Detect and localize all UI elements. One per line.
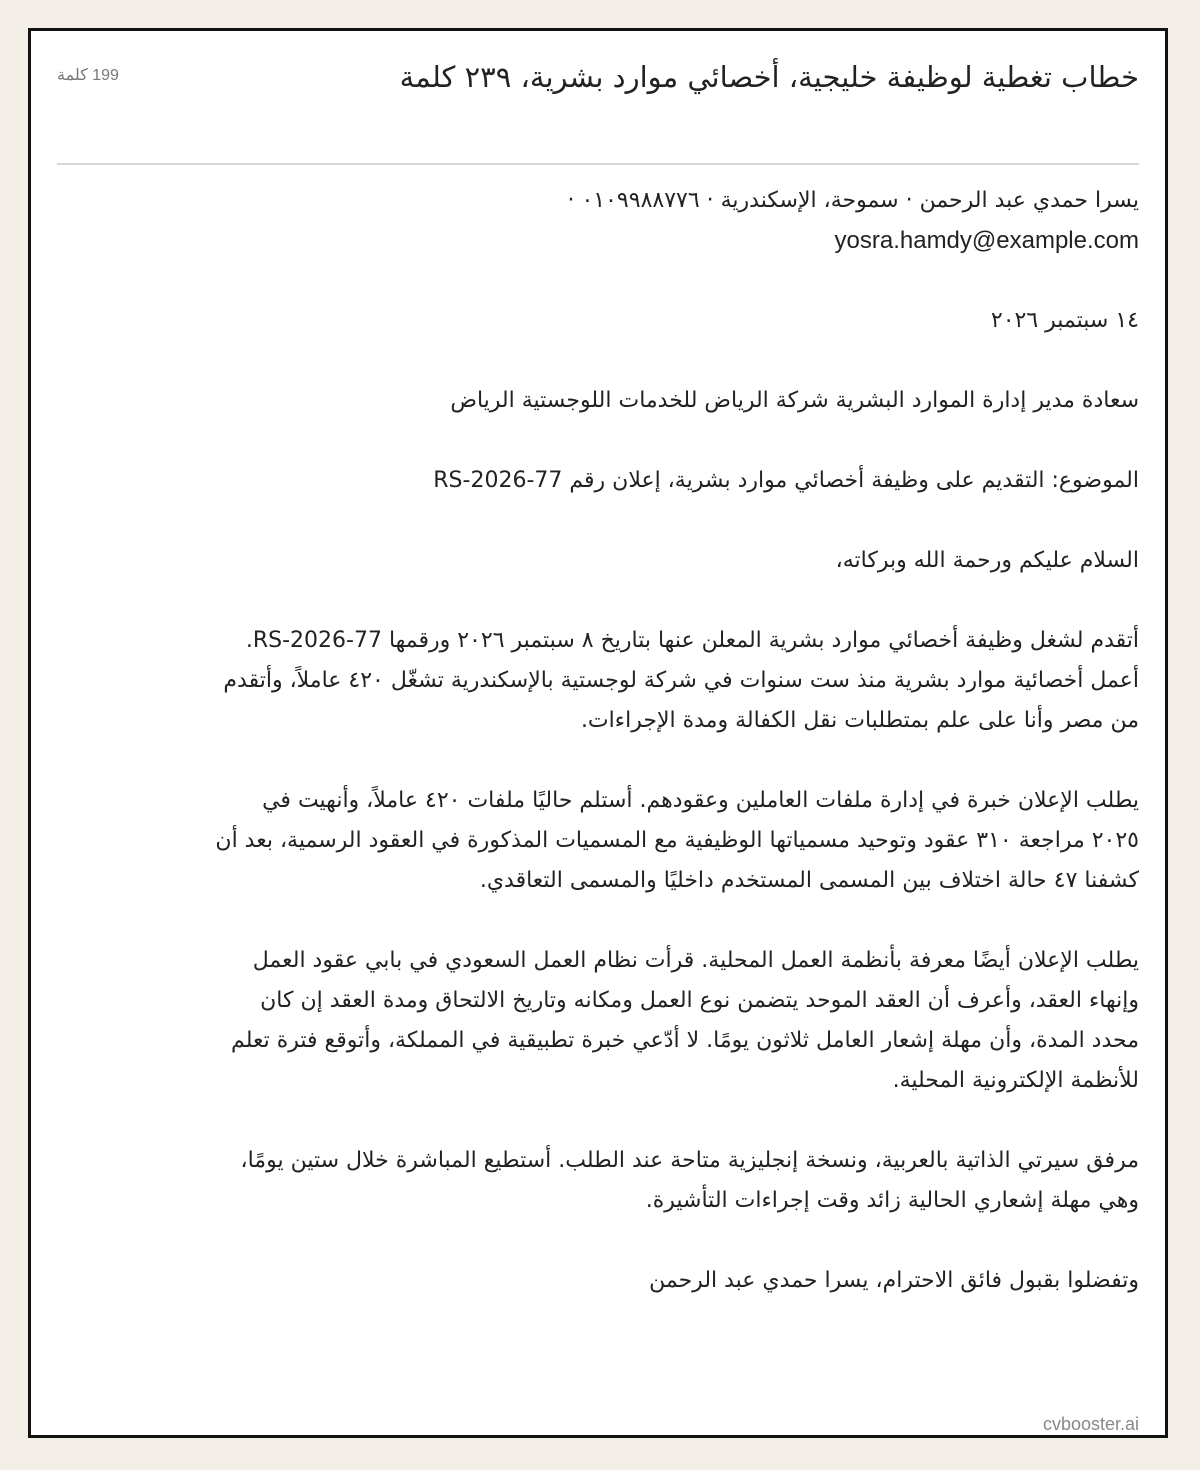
contact-line: يسرا حمدي عبد الرحمن · سموحة، الإسكندرية · ٠١٠٩٩٨٨٧٧٦ · [567,188,1139,213]
paragraph-contracts: يطلب الإعلان خبرة في إدارة ملفات العاملين وعقودهم. أستلم حاليًا ملفات ٤٢٠ عاملاً، وأنهيت في ٢٠٢٥ مراجعة ٣١٠ عقود وتوحيد مسمياتها الوظيفية مع المسميات المذكورة في العقود الرسمية، بعد أن كشفنا ٤٧ حالة اختلاف بين المسمى المستخدم داخليًا والمسمى التعاقدي. [215,788,1139,893]
greeting-line: السلام عليكم ورحمة الله وبركاته، [835,548,1139,573]
paragraph-availability: مرفق سيرتي الذاتية بالعربية، ونسخة إنجليزية متاحة عند الطلب. أستطيع المباشرة خلال ستين يومًا، وهي مهلة إشعاري الحالية زائد وقت إجراءات التأشيرة. [240,1148,1139,1213]
paragraph-regulations: يطلب الإعلان أيضًا معرفة بأنظمة العمل المحلية. قرأت نظام العمل السعودي في بابي عقود العمل وإنهاء العقد، وأعرف أن العقد الموحد يتضمن نوع العمل ومكانه وتاريخ الالتحاق ومدة العقد إن كان محدد المدة، وأن مهلة إشعار العامل ثلاثون يومًا. لا أدّعي خبرة تطبيقية في المملكة، وأتوقع فترة تعلم للأنظمة الإلكترونية المحلية. [231,948,1139,1093]
word-count-badge: 199 كلمة [57,67,119,84]
paragraph-experience: أتقدم لشغل وظيفة أخصائي موارد بشرية المعلن عنها بتاريخ ٨ سبتمبر ٢٠٢٦ ورقمها RS-2026-77. أعمل أخصائية موارد بشرية منذ ست سنوات في شركة لوجستية بالإسكندرية تشغّل ٤٢٠ عاملاً، وأتقدم من مصر وأنا على علم بمتطلبات نقل الكفالة ومدة الإجراءات. [223,628,1139,733]
email-address: yosra.hamdy@example.com [834,227,1139,254]
page-title: خطاب تغطية لوظيفة خليجية، أخصائي موارد بشرية، ٢٣٩ كلمة [399,60,1139,94]
letter-body [209,181,1139,1301]
letter-date: ١٤ سبتمبر ٢٠٢٦ [990,308,1139,333]
recipient-line: سعادة مدير إدارة الموارد البشرية شركة الرياض للخدمات اللوجستية الرياض [450,388,1139,413]
email-line [209,221,1139,261]
subject-line: الموضوع: التقديم على وظيفة أخصائي موارد بشرية، إعلان رقم RS-2026-77 [433,468,1139,493]
letter-page [28,28,1168,1438]
brand-footer: cvbooster.ai [1042,1414,1139,1434]
closing-line: وتفضلوا بقبول فائق الاحترام، يسرا حمدي عبد الرحمن [649,1268,1139,1293]
document-header [57,57,1139,165]
